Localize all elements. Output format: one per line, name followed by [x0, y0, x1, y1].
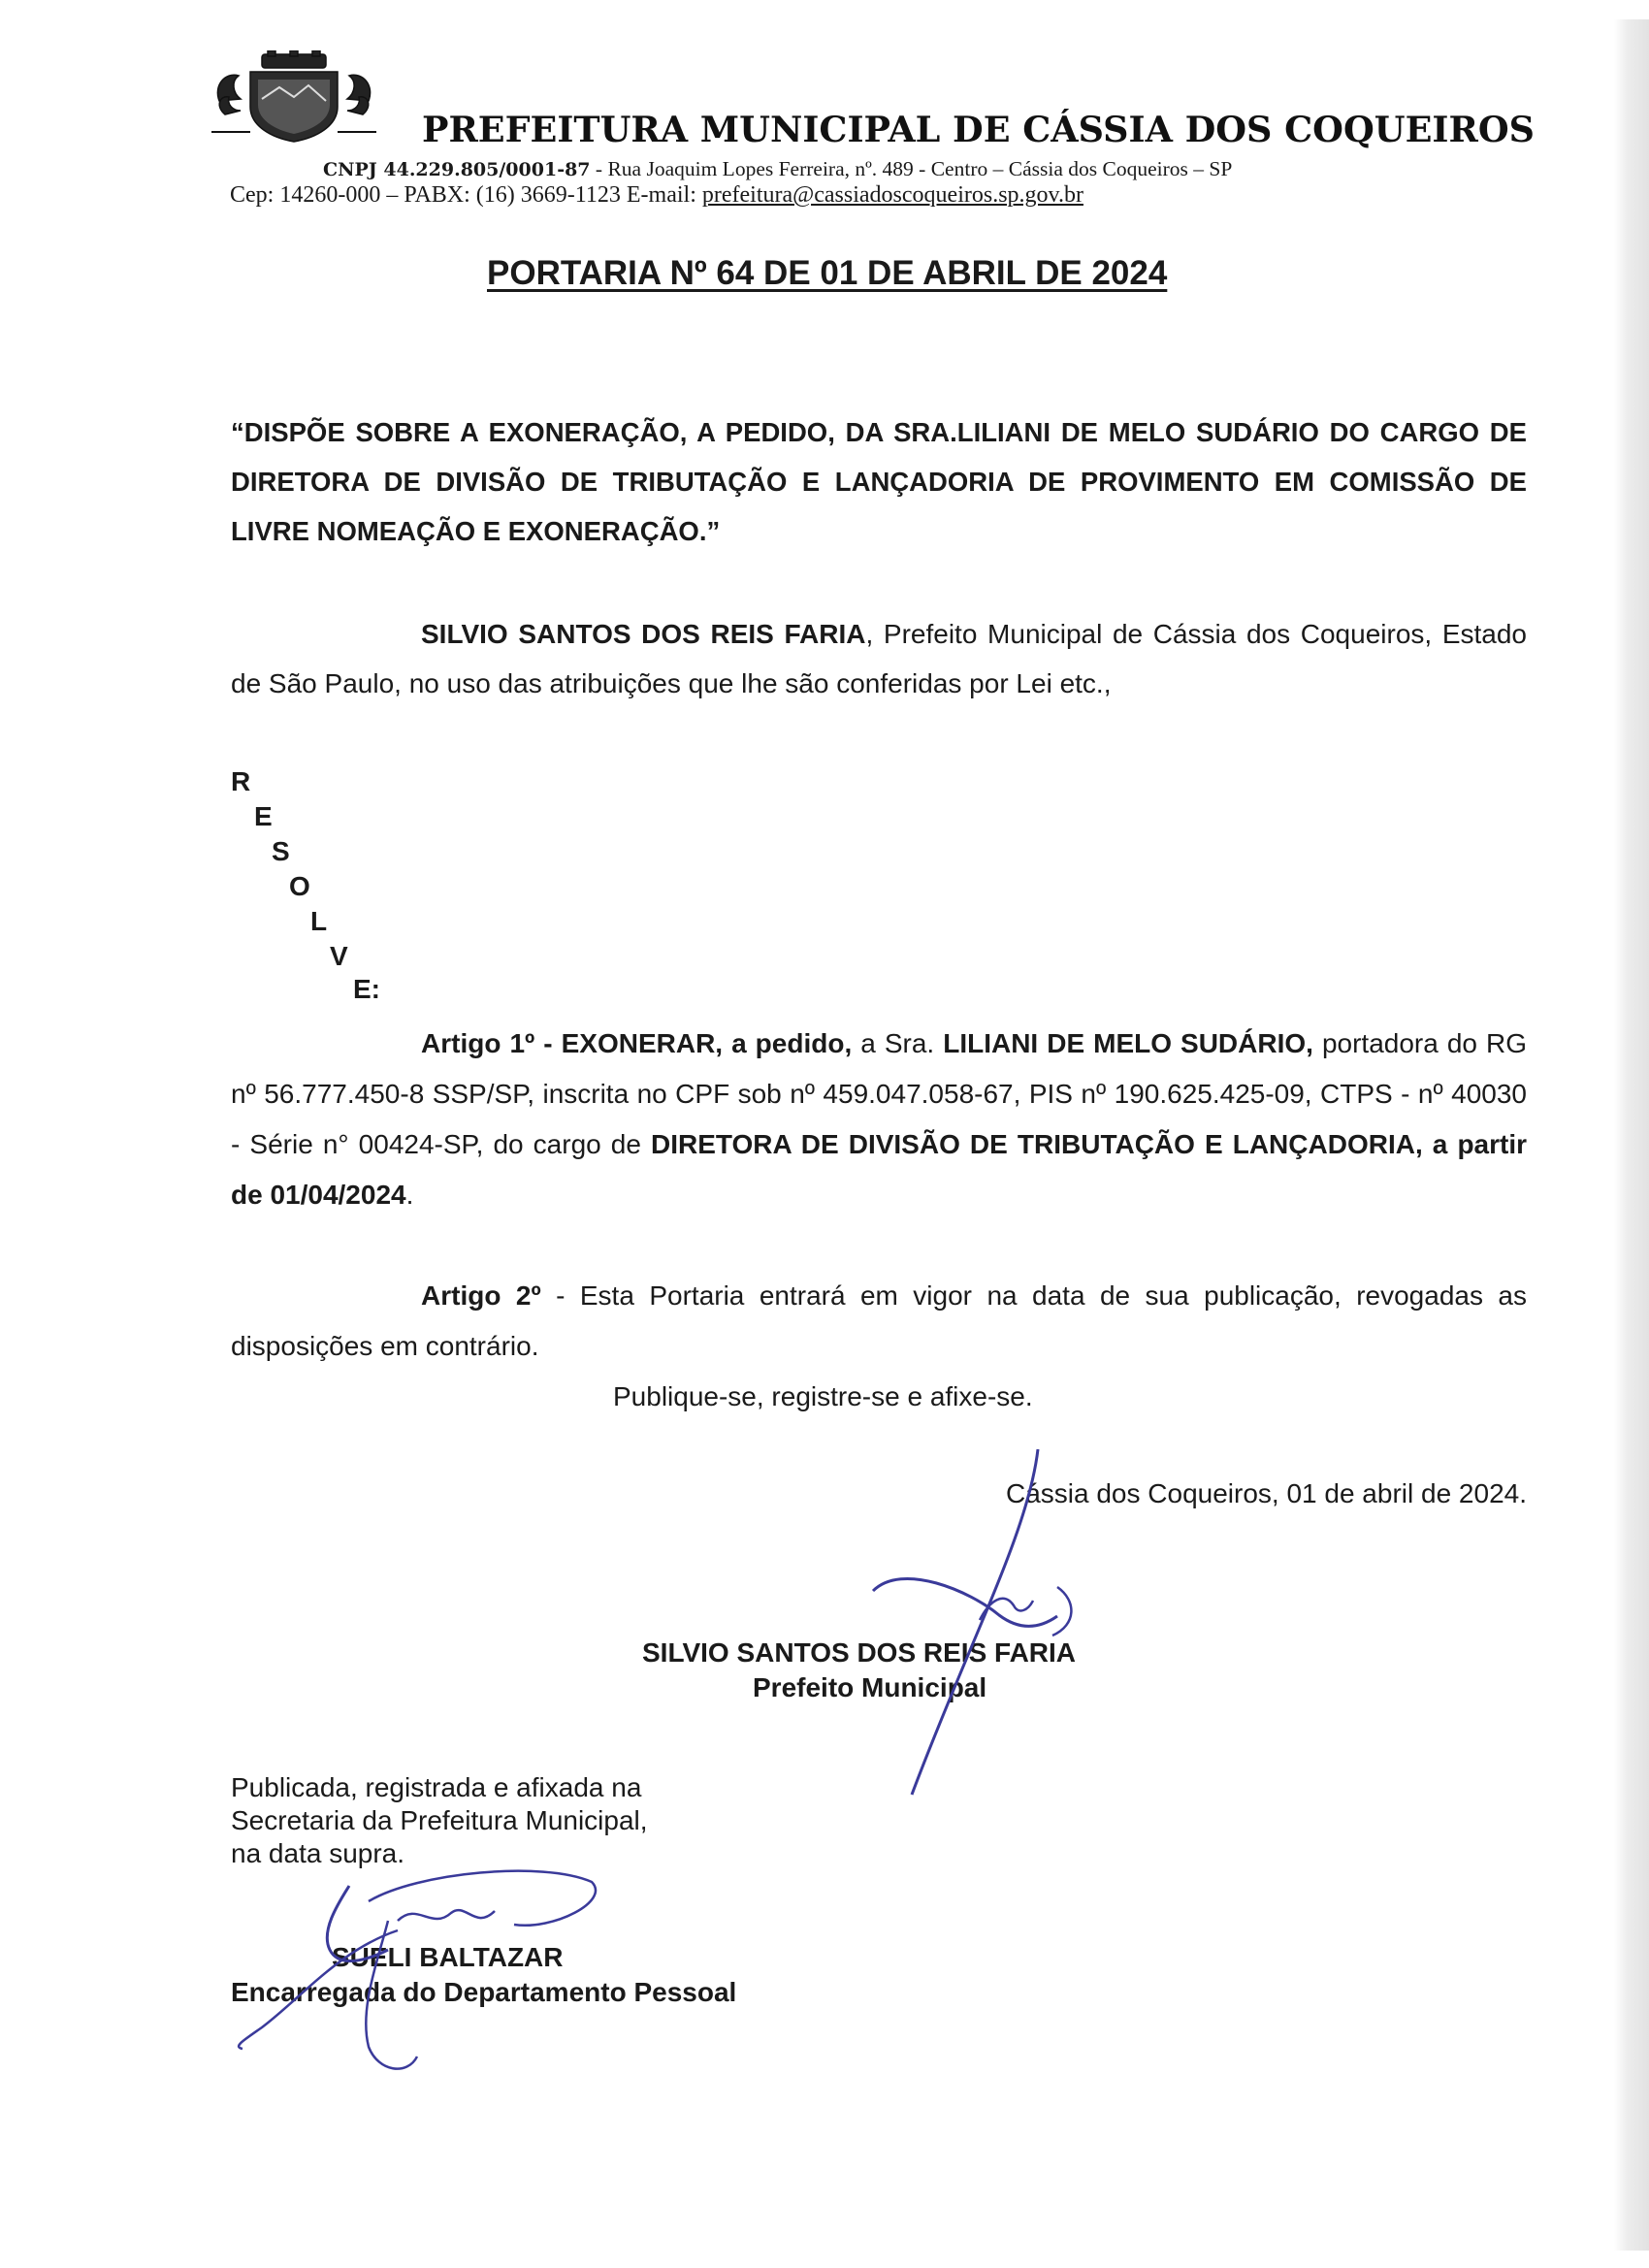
- resolve-letter: L: [310, 906, 328, 936]
- letterhead-contact: [230, 182, 1083, 209]
- letterhead-cnpj-address: [323, 157, 1232, 181]
- preamble-text: , Prefeito Municipal de Cássia dos Coqueiros, Estado de São Paulo, no uso das atribuições que lhe são conferidas por Lei etc.,: [231, 619, 1527, 698]
- contact: Cep: 14260-000 – PABX: (16) 3669-1123 E-mail:: [230, 182, 702, 208]
- article-1-text: a Sra.: [852, 1028, 944, 1058]
- employee-name: LILIANI DE MELO SUDÁRIO,: [943, 1028, 1313, 1058]
- publication-note-line: Secretaria da Prefeitura Municipal,: [231, 1805, 648, 1835]
- article-2-text: - Esta Portaria entrará em vigor na data de sua publicação, revogadas as disposições em contrário.: [231, 1280, 1527, 1361]
- article-2: [231, 1271, 1527, 1372]
- ementa: “DISPÕE SOBRE A EXONERAÇÃO, A PEDIDO, DA SRA.LILIANI DE MELO SUDÁRIO DO CARGO DE DIRETORA DE DIVISÃO DE TRIBUTAÇÃO E LANÇADORIA DE PROVIMENTO EM COMISSÃO DE LIVRE NOMEAÇÃO E EXONERAÇÃO.”: [231, 417, 1527, 546]
- publication-note-line: na data supra.: [231, 1838, 405, 1868]
- hr-signature-role: Encarregada do Departamento Pessoal: [231, 1977, 737, 2007]
- mayor-signature-name: SILVIO SANTOS DOS REIS FARIA: [642, 1637, 1077, 1668]
- dateline: Cássia dos Coqueiros, 01 de abril de 2024.: [1005, 1478, 1527, 1508]
- resolve-letter: O: [289, 871, 310, 901]
- resolve-letter: E: [254, 801, 273, 831]
- resolve-letter: V: [330, 941, 348, 971]
- article-1: [231, 1019, 1527, 1220]
- article-1-text: portadora do RG nº 56.777.450-8 SSP/SP, inscrita no CPF sob nº 459.047.058-67, PIS nº 190.625.425-09, CTPS - nº 40030 - Série n° 00424-SP, do cargo de: [231, 1028, 1527, 1159]
- resolve-letter: R: [231, 766, 251, 796]
- publication-note: [231, 1771, 648, 1870]
- article-1-label: Artigo 1º - EXONERAR, a pedido,: [421, 1028, 853, 1058]
- resolve-letter: S: [272, 836, 290, 866]
- article-2-label: Artigo 2º: [421, 1280, 541, 1311]
- scan-page-edge: [1614, 19, 1649, 2251]
- address: - Rua Joaquim Lopes Ferreira, nº. 489 - Centro – Cássia dos Coqueiros – SP: [590, 157, 1233, 180]
- publication-order: Publique-se, registre-se e afixe-se.: [613, 1381, 1033, 1411]
- article-1-text: .: [405, 1180, 414, 1210]
- municipal-crest-logo: [211, 50, 376, 144]
- mayor-signature-role: Prefeito Municipal: [753, 1672, 987, 1702]
- cnpj: CNPJ 44.229.805/0001-87: [323, 159, 591, 180]
- resolve-letter: E:: [353, 974, 380, 1004]
- publication-note-line: Publicada, registrada e afixada na: [231, 1772, 642, 1802]
- position-name: DIRETORA DE DIVISÃO DE TRIBUTAÇÃO E LANÇADORIA, a partir de 01/04/2024: [231, 1129, 1528, 1210]
- email-link[interactable]: prefeitura@cassiadoscoqueiros.sp.gov.br: [701, 182, 1083, 208]
- mayor-name: SILVIO SANTOS DOS REIS FARIA: [421, 619, 866, 649]
- preamble: [231, 609, 1527, 708]
- letterhead-title: PREFEITURA MUNICIPAL DE CÁSSIA DOS COQUEIROS: [422, 109, 1535, 150]
- hr-signature-name: SUELI BALTAZAR: [332, 1942, 564, 1972]
- document-title: PORTARIA Nº 64 DE 01 DE ABRIL DE 2024: [487, 254, 1168, 292]
